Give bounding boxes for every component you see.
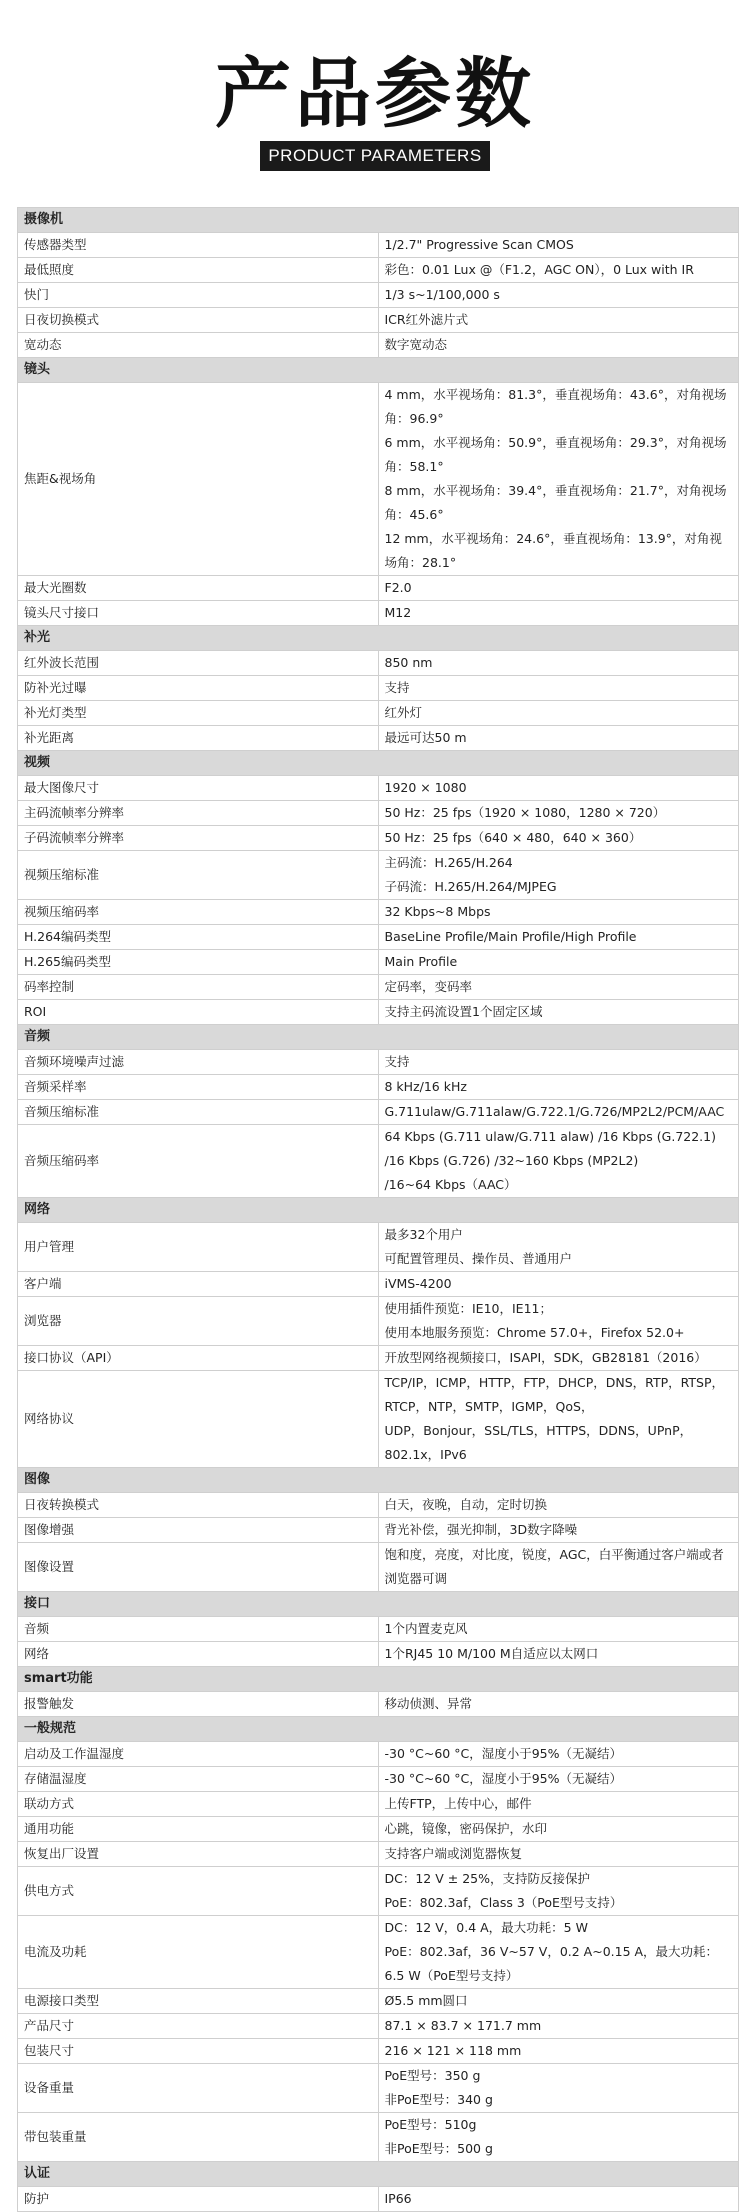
spec-row: [18, 1867, 739, 1916]
spec-value-line: 50 Hz：25 fps（640 × 480，640 × 360）: [384, 830, 642, 845]
spec-label: 联动方式: [18, 1792, 379, 1817]
spec-value-line: F2.0: [384, 580, 412, 595]
spec-table: [17, 207, 739, 2212]
spec-row: [18, 1989, 739, 2014]
spec-label: 供电方式: [18, 1867, 379, 1916]
spec-label: 图像设置: [18, 1543, 379, 1592]
spec-label: 视频压缩标准: [18, 851, 379, 900]
section-header: [18, 1667, 739, 1692]
spec-value-line: 红外灯: [384, 705, 423, 720]
spec-table-body: [18, 208, 739, 2212]
spec-label: 图像增强: [18, 1518, 379, 1543]
section-header: [18, 1717, 739, 1742]
spec-value-line: 1/2.7" Progressive Scan CMOS: [384, 237, 574, 252]
spec-value: [378, 1767, 739, 1792]
spec-value-line: 数字宽动态: [384, 337, 448, 352]
spec-row: [18, 233, 739, 258]
spec-row: [18, 726, 739, 751]
section-header: [18, 208, 739, 233]
spec-value-line: 非PoE型号：340 g: [384, 2092, 493, 2107]
spec-label: 带包装重量: [18, 2113, 379, 2162]
spec-value: [378, 975, 739, 1000]
header: [0, 0, 750, 200]
section-title: 图像: [18, 1468, 739, 1493]
section-title: 摄像机: [18, 208, 739, 233]
spec-label: 防护: [18, 2187, 379, 2212]
spec-label: 补光灯类型: [18, 701, 379, 726]
spec-value: [378, 1792, 739, 1817]
spec-row: [18, 1050, 739, 1075]
spec-value: [378, 1000, 739, 1025]
section-header: [18, 2162, 739, 2187]
spec-value-line: 非PoE型号：500 g: [384, 2141, 493, 2156]
spec-row: [18, 1767, 739, 1792]
spec-row: [18, 975, 739, 1000]
spec-value: [378, 2014, 739, 2039]
spec-value-line: 子码流：H.265/H.264/MJPEG: [384, 879, 557, 894]
spec-value-line: 支持: [384, 680, 410, 695]
spec-value-line: PoE型号：350 g: [384, 2068, 481, 2083]
spec-value-line: 4 mm，水平视场角：81.3°，垂直视场角：43.6°，对角视场角：96.9°: [384, 387, 727, 426]
spec-row: [18, 1100, 739, 1125]
spec-value: [378, 1989, 739, 2014]
spec-row: [18, 1543, 739, 1592]
spec-value: [378, 900, 739, 925]
spec-value-line: 饱和度，亮度，对比度，锐度，AGC，白平衡通过客户端或者浏览器可调: [384, 1547, 724, 1586]
spec-label: 产品尺寸: [18, 2014, 379, 2039]
spec-row: [18, 1223, 739, 1272]
spec-value-line: 背光补偿，强光抑制，3D数字降噪: [384, 1522, 578, 1537]
spec-label: 最大光圈数: [18, 576, 379, 601]
spec-label: 子码流帧率分辨率: [18, 826, 379, 851]
spec-value: [378, 601, 739, 626]
spec-label: ROI: [18, 1000, 379, 1025]
spec-value-line: ICR红外滤片式: [384, 312, 469, 327]
section-title: 音频: [18, 1025, 739, 1050]
spec-row: [18, 676, 739, 701]
spec-label: 设备重量: [18, 2064, 379, 2113]
spec-label: 音频压缩码率: [18, 1125, 379, 1198]
spec-row: [18, 2039, 739, 2064]
spec-value-line: Main Profile: [384, 954, 458, 969]
section-title: 网络: [18, 1198, 739, 1223]
spec-value: [378, 1867, 739, 1916]
spec-row: [18, 576, 739, 601]
spec-label: 电源接口类型: [18, 1989, 379, 2014]
spec-value-line: Ø5.5 mm圆口: [384, 1993, 468, 2008]
spec-value-line: 定码率，变码率: [384, 979, 473, 994]
spec-row: [18, 1742, 739, 1767]
spec-label: 宽动态: [18, 333, 379, 358]
spec-row: [18, 2064, 739, 2113]
spec-row: [18, 1297, 739, 1346]
spec-label: 报警触发: [18, 1692, 379, 1717]
spec-value-line: -30 °C~60 °C，湿度小于95%（无凝结）: [384, 1771, 622, 1786]
spec-value-line: 50 Hz：25 fps（1920 × 1080，1280 × 720）: [384, 805, 666, 820]
spec-row: [18, 651, 739, 676]
spec-value: [378, 2064, 739, 2113]
spec-value-line: 216 × 121 × 118 mm: [384, 2043, 522, 2058]
spec-label: 传感器类型: [18, 233, 379, 258]
spec-label: 网络: [18, 1642, 379, 1667]
spec-value: [378, 308, 739, 333]
spec-value: [378, 2039, 739, 2064]
spec-row: [18, 925, 739, 950]
spec-label: 通用功能: [18, 1817, 379, 1842]
spec-row: [18, 1272, 739, 1297]
spec-label: H.264编码类型: [18, 925, 379, 950]
spec-row: [18, 1817, 739, 1842]
spec-row: [18, 1617, 739, 1642]
spec-row: [18, 1493, 739, 1518]
section-title: smart功能: [18, 1667, 739, 1692]
spec-value: [378, 283, 739, 308]
spec-label: 客户端: [18, 1272, 379, 1297]
spec-row: [18, 1692, 739, 1717]
spec-row: [18, 1075, 739, 1100]
spec-value-line: 最多32个用户: [384, 1227, 463, 1242]
spec-row: [18, 383, 739, 576]
spec-value-line: 使用插件预览：IE10，IE11；: [384, 1301, 552, 1316]
spec-label: 最大图像尺寸: [18, 776, 379, 801]
spec-value-line: 彩色：0.01 Lux @（F1.2，AGC ON），0 Lux with IR: [384, 262, 694, 277]
section-header: [18, 626, 739, 651]
spec-value: [378, 1617, 739, 1642]
spec-row: [18, 2113, 739, 2162]
spec-value-line: 1920 × 1080: [384, 780, 467, 795]
spec-row: [18, 1125, 739, 1198]
spec-value: [378, 383, 739, 576]
spec-label: 音频压缩标准: [18, 1100, 379, 1125]
section-header: [18, 1025, 739, 1050]
spec-value-line: 32 Kbps~8 Mbps: [384, 904, 491, 919]
spec-value-line: TCP/IP，ICMP，HTTP，FTP，DHCP，DNS，RTP，RTSP，RTCP，NTP，SMTP，IGMP，QoS，: [384, 1375, 725, 1414]
spec-row: [18, 1000, 739, 1025]
spec-label: 日夜转换模式: [18, 1493, 379, 1518]
spec-value: [378, 1518, 739, 1543]
spec-label: 红外波长范围: [18, 651, 379, 676]
spec-row: [18, 308, 739, 333]
spec-label: H.265编码类型: [18, 950, 379, 975]
section-header: [18, 1592, 739, 1617]
spec-label: 浏览器: [18, 1297, 379, 1346]
spec-value-line: M12: [384, 605, 412, 620]
spec-value-line: 支持客户端或浏览器恢复: [384, 1846, 523, 1861]
spec-value-line: 1个内置麦克风: [384, 1621, 468, 1636]
spec-label: 日夜切换模式: [18, 308, 379, 333]
spec-value: [378, 1272, 739, 1297]
page-subtitle: PRODUCT PARAMETERS: [260, 141, 490, 171]
spec-row: [18, 1371, 739, 1468]
spec-value: [378, 801, 739, 826]
spec-row: [18, 1792, 739, 1817]
spec-value: [378, 1742, 739, 1767]
spec-value: [378, 2113, 739, 2162]
spec-label: 包装尺寸: [18, 2039, 379, 2064]
spec-value-line: 支持: [384, 1054, 410, 1069]
spec-value-line: 心跳，镜像，密码保护，水印: [384, 1821, 548, 1836]
section-title: 视频: [18, 751, 739, 776]
spec-value: [378, 1842, 739, 1867]
spec-value-line: 1/3 s~1/100,000 s: [384, 287, 500, 302]
spec-value: [378, 258, 739, 283]
spec-row: [18, 1346, 739, 1371]
spec-value-line: IP66: [384, 2191, 412, 2206]
spec-value-line: 支持主码流设置1个固定区域: [384, 1004, 543, 1019]
spec-row: [18, 1642, 739, 1667]
spec-value: [378, 701, 739, 726]
spec-value-line: 8 kHz/16 kHz: [384, 1079, 467, 1094]
spec-value: [378, 950, 739, 975]
spec-row: [18, 2187, 739, 2212]
spec-row: [18, 851, 739, 900]
spec-value-line: PoE型号：510g: [384, 2117, 477, 2132]
spec-row: [18, 900, 739, 925]
spec-value: [378, 1223, 739, 1272]
spec-value-line: /16~64 Kbps（AAC）: [384, 1177, 517, 1192]
spec-label: 音频: [18, 1617, 379, 1642]
section-title: 一般规范: [18, 1717, 739, 1742]
section-header: [18, 751, 739, 776]
spec-value: [378, 726, 739, 751]
spec-value-line: 主码流：H.265/H.264: [384, 855, 513, 870]
spec-label: 音频环境噪声过滤: [18, 1050, 379, 1075]
spec-label: 恢复出厂设置: [18, 1842, 379, 1867]
spec-value: [378, 1371, 739, 1468]
spec-value: [378, 1817, 739, 1842]
spec-value: [378, 826, 739, 851]
spec-label: 接口协议（API）: [18, 1346, 379, 1371]
spec-value-line: 白天，夜晚，自动，定时切换: [384, 1497, 548, 1512]
spec-row: [18, 333, 739, 358]
spec-row: [18, 1842, 739, 1867]
spec-value-line: 上传FTP，上传中心，邮件: [384, 1796, 532, 1811]
spec-value-line: DC：12 V，0.4 A，最大功耗：5 W: [384, 1920, 588, 1935]
spec-label: 码率控制: [18, 975, 379, 1000]
spec-label: 焦距&视场角: [18, 383, 379, 576]
spec-label: 主码流帧率分辨率: [18, 801, 379, 826]
spec-value-line: 12 mm，水平视场角：24.6°，垂直视场角：13.9°，对角视场角：28.1°: [384, 531, 722, 570]
spec-value-line: 6 mm，水平视场角：50.9°，垂直视场角：29.3°，对角视场角：58.1°: [384, 435, 727, 474]
spec-value: [378, 576, 739, 601]
section-header: [18, 1198, 739, 1223]
section-title: 认证: [18, 2162, 739, 2187]
spec-row: [18, 1518, 739, 1543]
spec-value-line: 8 mm，水平视场角：39.4°，垂直视场角：21.7°，对角视场角：45.6°: [384, 483, 727, 522]
spec-value: [378, 925, 739, 950]
spec-value: [378, 1916, 739, 1989]
section-header: [18, 1468, 739, 1493]
spec-value: [378, 1100, 739, 1125]
spec-row: [18, 776, 739, 801]
section-title: 补光: [18, 626, 739, 651]
spec-value-line: PoE：802.3af，36 V~57 V，0.2 A~0.15 A，最大功耗：6.5 W（PoE型号支持）: [384, 1944, 719, 1983]
section-title: 接口: [18, 1592, 739, 1617]
spec-label: 存储温湿度: [18, 1767, 379, 1792]
spec-value: [378, 1297, 739, 1346]
spec-row: [18, 801, 739, 826]
spec-row: [18, 258, 739, 283]
spec-label: 电流及功耗: [18, 1916, 379, 1989]
spec-row: [18, 283, 739, 308]
spec-value: [378, 1493, 739, 1518]
spec-value-line: 1个RJ45 10 M/100 M自适应以太网口: [384, 1646, 599, 1661]
spec-value-line: UDP，Bonjour，SSL/TLS，HTTPS，DDNS，UPnP，802.1x，IPv6: [384, 1423, 693, 1462]
spec-value: [378, 1075, 739, 1100]
spec-value: [378, 1346, 739, 1371]
spec-value: [378, 1692, 739, 1717]
spec-row: [18, 950, 739, 975]
spec-value: [378, 676, 739, 701]
spec-row: [18, 701, 739, 726]
section-header: [18, 358, 739, 383]
spec-value: [378, 651, 739, 676]
section-title: 镜头: [18, 358, 739, 383]
spec-value-line: PoE：802.3af，Class 3（PoE型号支持）: [384, 1895, 623, 1910]
spec-label: 音频采样率: [18, 1075, 379, 1100]
spec-value-line: BaseLine Profile/Main Profile/High Profile: [384, 929, 637, 944]
spec-value-line: G.711ulaw/G.711alaw/G.722.1/G.726/MP2L2/PCM/AAC: [384, 1104, 725, 1119]
spec-label: 快门: [18, 283, 379, 308]
spec-label: 视频压缩码率: [18, 900, 379, 925]
spec-row: [18, 2014, 739, 2039]
spec-row: [18, 1916, 739, 1989]
spec-value: [378, 851, 739, 900]
spec-value: [378, 1543, 739, 1592]
spec-value: [378, 1125, 739, 1198]
spec-value: [378, 2187, 739, 2212]
spec-value-line: 使用本地服务预览：Chrome 57.0+，Firefox 52.0+: [384, 1325, 685, 1340]
spec-value-line: -30 °C~60 °C，湿度小于95%（无凝结）: [384, 1746, 622, 1761]
spec-value: [378, 1642, 739, 1667]
spec-label: 镜头尺寸接口: [18, 601, 379, 626]
spec-label: 防补光过曝: [18, 676, 379, 701]
spec-value: [378, 1050, 739, 1075]
spec-value-line: 可配置管理员、操作员、普通用户: [384, 1251, 573, 1266]
spec-value: [378, 776, 739, 801]
spec-value-line: 850 nm: [384, 655, 433, 670]
spec-value-line: DC：12 V ± 25%，支持防反接保护: [384, 1871, 590, 1886]
spec-value: [378, 233, 739, 258]
page-title: 产品参数: [215, 49, 535, 138]
spec-value-line: 开放型网络视频接口，ISAPI，SDK，GB28181（2016）: [384, 1350, 707, 1365]
spec-value-line: 最远可达50 m: [384, 730, 467, 745]
spec-row: [18, 826, 739, 851]
spec-value-line: iVMS-4200: [384, 1276, 452, 1291]
spec-label: 补光距离: [18, 726, 379, 751]
spec-label: 启动及工作温湿度: [18, 1742, 379, 1767]
spec-row: [18, 601, 739, 626]
spec-value-line: 64 Kbps (G.711 ulaw/G.711 alaw) /16 Kbps (G.722.1) /16 Kbps (G.726) /32~160 Kbps (MP2L2): [384, 1129, 716, 1168]
spec-label: 网络协议: [18, 1371, 379, 1468]
spec-value-line: 87.1 × 83.7 × 171.7 mm: [384, 2018, 542, 2033]
spec-value: [378, 333, 739, 358]
spec-label: 用户管理: [18, 1223, 379, 1272]
spec-value-line: 移动侦测、异常: [384, 1696, 473, 1711]
spec-label: 最低照度: [18, 258, 379, 283]
